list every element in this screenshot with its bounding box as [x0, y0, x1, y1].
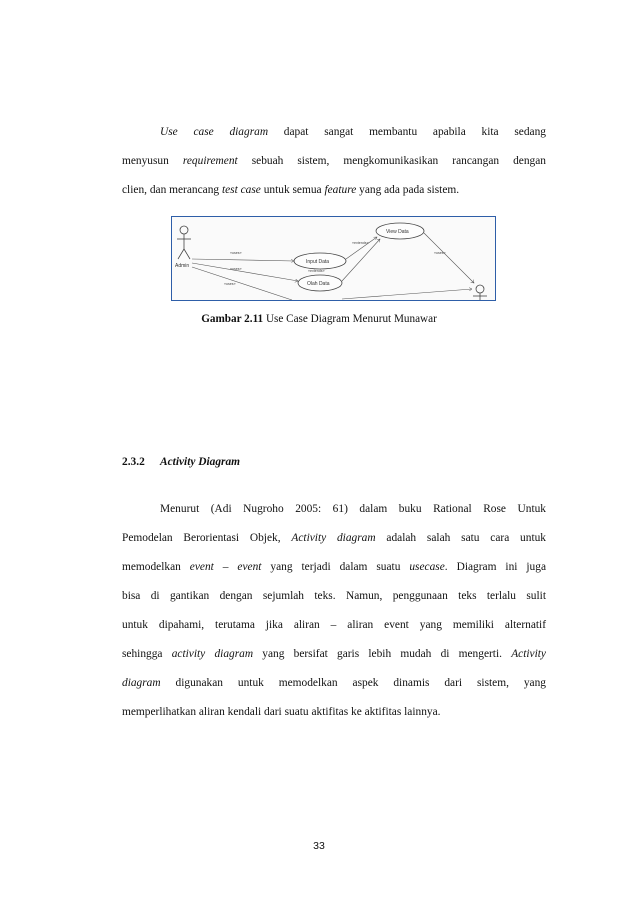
olah-data-label: Olah Data: [307, 281, 330, 287]
text-run: . Diagram ini juga: [444, 561, 546, 573]
text-run: untuk dipahami, terutama jika aliran – aliran event yang memiliki alternatif: [122, 619, 546, 631]
text-run: yang ada pada sistem.: [356, 184, 460, 196]
italic-term: activity diagram: [171, 648, 254, 660]
text-run: yang bersifat garis lebih mudah di mengerti.: [253, 648, 512, 660]
user-actor-icon: [473, 285, 487, 300]
input-data-label: Input Data: [306, 259, 330, 265]
italic-term: feature: [324, 184, 357, 196]
text-run: sehingga: [122, 648, 172, 660]
relation-extends-label: «extends»: [308, 269, 325, 273]
admin-actor-icon: [177, 226, 191, 259]
view-data-label: View Data: [386, 229, 409, 235]
figure-caption: [0, 313, 638, 325]
relation-extends-label: «extends»: [352, 241, 369, 245]
paragraph-line: [122, 524, 546, 553]
use-case-diagram: [172, 217, 495, 300]
paragraph-line: [122, 611, 546, 640]
text-run: sebuah sistem, mengkomunikasikan rancangan dengan: [237, 155, 546, 167]
text-run: Menurut (Adi Nugroho 2005: 61) dalam buku Rational Rose Untuk: [160, 503, 546, 515]
paragraph-line: [122, 118, 546, 147]
italic-term: Activity: [511, 648, 546, 660]
relation-uses-label: «uses»: [224, 282, 236, 286]
text-run: memperlihatkan aliran kendali dari suatu aktifitas ke aktifitas lainnya.: [122, 706, 441, 718]
italic-term: requirement: [182, 155, 238, 167]
paragraph-line: [122, 147, 546, 176]
italic-term: event – event: [189, 561, 262, 573]
figure-caption-label: Gambar 2.11: [201, 313, 264, 325]
relation-uses-label: «uses»: [230, 251, 242, 255]
paragraph-line: [122, 553, 546, 582]
paragraph-use-case-intro: [122, 118, 546, 205]
italic-term: Activity diagram: [291, 532, 376, 544]
relation-uses-label: «uses»: [434, 251, 446, 255]
paragraph-line: [122, 698, 546, 727]
text-run: bisa di gantikan dengan sejumlah teks. Namun, penggunaan teks terlalu sulit: [122, 590, 546, 602]
section-title: Activity Diagram: [160, 456, 241, 468]
paragraph-line: [122, 640, 546, 669]
text-run: memodelkan: [122, 561, 190, 573]
relation-uses-label: «uses»: [230, 267, 242, 271]
section-number: 2.3.2: [122, 456, 145, 468]
use-case-diagram-figure: [171, 216, 496, 301]
text-run: yang terjadi dalam suatu: [261, 561, 410, 573]
text-run: adalah salah satu cara untuk: [375, 532, 546, 544]
text-run: Pemodelan Berorientasi Objek,: [122, 532, 292, 544]
figure-caption-text: Use Case Diagram Menurut Munawar: [263, 313, 437, 325]
italic-term: diagram: [122, 677, 161, 689]
text-run: untuk semua: [260, 184, 325, 196]
text-run: digunakan untuk memodelkan aspek dinamis dari sistem, yang: [160, 677, 546, 689]
paragraph-activity-diagram: [122, 495, 546, 727]
section-heading: [122, 456, 240, 468]
paragraph-line: [122, 176, 546, 205]
italic-term: usecase: [409, 561, 445, 573]
text-run: dapat sangat membantu apabila kita sedang: [268, 126, 546, 138]
paragraph-line: [122, 582, 546, 611]
italic-term: test case: [221, 184, 261, 196]
italic-term: Use case diagram: [160, 126, 269, 138]
paragraph-line: [122, 669, 546, 698]
text-run: menyusun: [122, 155, 183, 167]
paragraph-line: [122, 495, 546, 524]
admin-actor-label: Admin: [175, 263, 190, 269]
page-number: 33: [313, 840, 325, 852]
text-run: clien, dan merancang: [122, 184, 222, 196]
